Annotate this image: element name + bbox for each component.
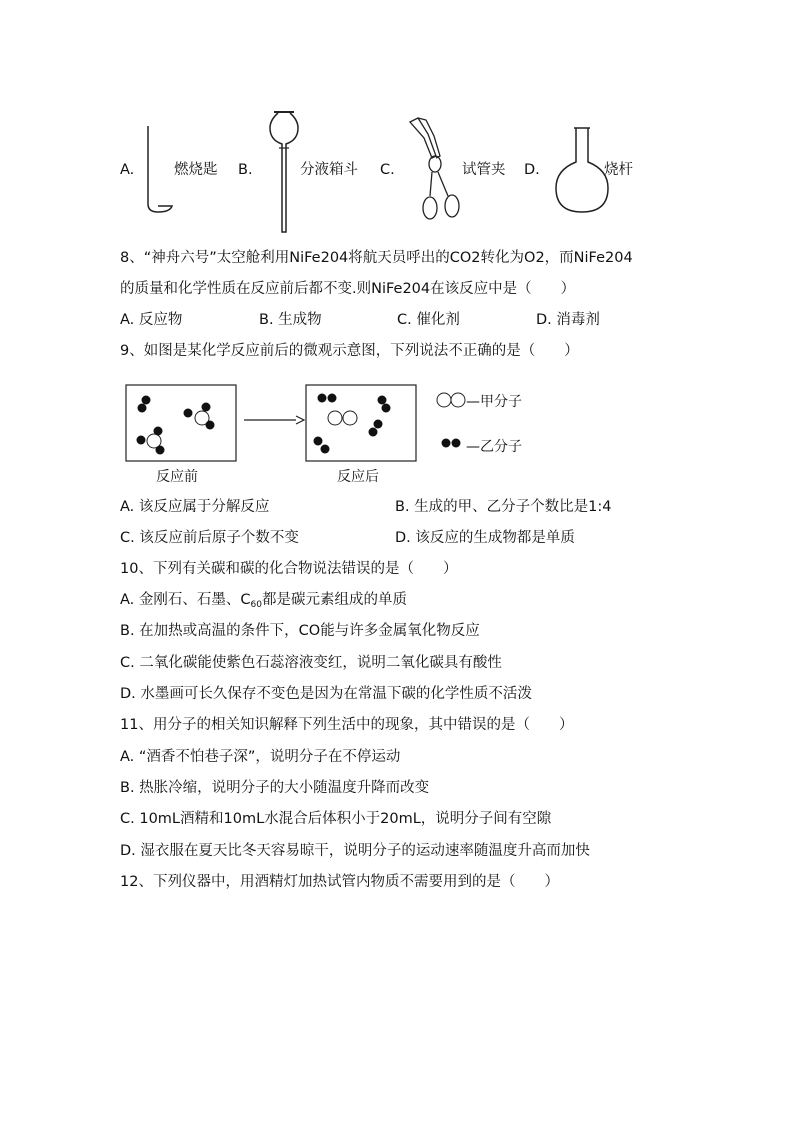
q8-option-c: C. 催化剂 bbox=[397, 312, 460, 328]
separatory-funnel-icon bbox=[264, 108, 304, 236]
q9-option-a: A. 该反应属于分解反应 bbox=[120, 499, 270, 515]
q10-option-d: D. 水墨画可长久保存不变色是因为在常温下碳的化学性质不活泼 bbox=[120, 686, 532, 702]
q11-stem: 11、用分子的相关知识解释下列生活中的现象，其中错误的是（ ） bbox=[120, 717, 574, 733]
q7-option-c-name: 试管夹 bbox=[462, 162, 506, 178]
q10-option-a-post: 都是碳元素组成的单质 bbox=[261, 592, 407, 608]
q8-option-d: D. 消毒剂 bbox=[536, 312, 600, 328]
after-label: 反应后 bbox=[337, 469, 379, 485]
legend-b-label: —乙分子 bbox=[466, 439, 522, 455]
q11-option-d: D. 湿衣服在夏天比冬天容易晾干，说明分子的运动速率随温度升高而加快 bbox=[120, 843, 590, 859]
q7-option-b-letter: B. bbox=[238, 162, 253, 178]
legend-a-label: —甲分子 bbox=[466, 394, 522, 410]
before-label: 反应前 bbox=[156, 469, 198, 485]
q7-option-c-letter: C. bbox=[380, 162, 395, 178]
before-reaction-box bbox=[126, 385, 236, 461]
q11-option-a: A. “酒香不怕巷子深”，说明分子在不停运动 bbox=[120, 749, 401, 765]
q9-option-c: C. 该反应前后原子个数不变 bbox=[120, 530, 299, 546]
q9-option-d: D. 该反应的生成物都是单质 bbox=[395, 530, 575, 546]
q7-option-a-name: 燃烧匙 bbox=[174, 162, 218, 178]
q8-option-a: A. 反应物 bbox=[120, 312, 183, 328]
q7-option-a-letter: A. bbox=[120, 162, 135, 178]
q9-stem: 9、如图是某化学反应前后的微观示意图，下列说法不正确的是（ ） bbox=[120, 343, 579, 359]
q8-option-b: B. 生成物 bbox=[259, 312, 322, 328]
q10-option-a bbox=[120, 590, 407, 615]
q8-stem-line2: 的质量和化学性质在反应前后都不变.则NiFe204在该反应中是（ ） bbox=[120, 281, 576, 297]
q8-stem-line1: 8、“神舟六号”太空舱利用NiFe204将航天员呼出的CO2转化为O2，而NiFe204 bbox=[120, 250, 633, 266]
q9-option-b: B. 生成的甲、乙分子个数比是1:4 bbox=[395, 499, 612, 515]
q10-option-a-pre: A. 金刚石、石墨、C bbox=[120, 592, 251, 608]
q10-option-a-sub: 60 bbox=[250, 600, 262, 610]
q12-stem: 12、下列仪器中，用酒精灯加热试管内物质不需要用到的是（ ） bbox=[120, 874, 559, 890]
q11-option-c: C. 10mL酒精和10mL水混合后体积小于20mL，说明分子间有空隙 bbox=[120, 811, 552, 827]
q7-option-d-name: 烧杆 bbox=[604, 162, 633, 178]
legend-a-molecule bbox=[437, 393, 451, 407]
q7-option-d-letter: D. bbox=[524, 162, 540, 178]
q11-option-b: B. 热胀冷缩，说明分子的大小随温度升降而改变 bbox=[120, 780, 430, 796]
round-flask-icon bbox=[552, 126, 612, 216]
q10-stem: 10、下列有关碳和碳的化合物说法错误的是（ ） bbox=[120, 561, 458, 577]
test-tube-clamp-icon bbox=[406, 116, 468, 222]
q7-option-b-name: 分液箱斗 bbox=[300, 162, 358, 178]
q10-option-c: C. 二氧化碳能使紫色石蕊溶液变红，说明二氧化碳具有酸性 bbox=[120, 655, 502, 671]
q10-option-b: B. 在加热或高温的条件下，CO能与许多金属氧化物反应 bbox=[120, 623, 480, 639]
legend-b-molecule bbox=[442, 439, 451, 448]
